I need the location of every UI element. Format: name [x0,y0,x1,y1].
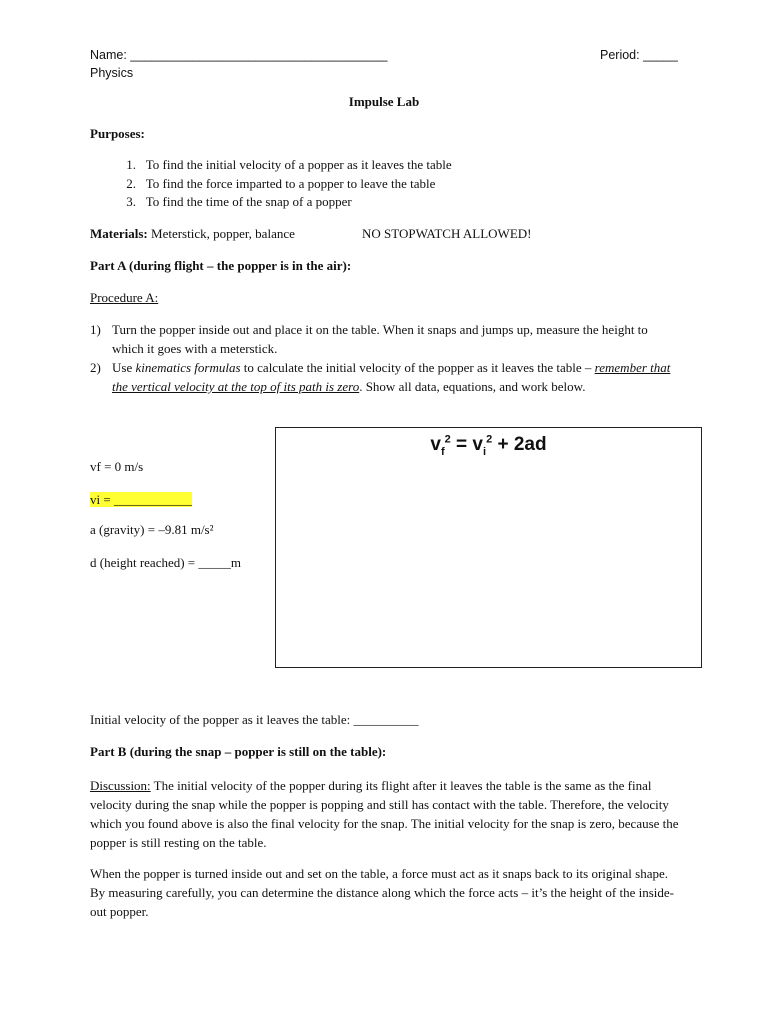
step-text: Use kinematics formulas to calculate the initial velocity of the popper as it leaves the table – remember that the vertical velocity at the top of its path is zero. Show all data, equations, and work below. [112,360,671,394]
step-number: 2) [90,360,101,375]
materials-label: Materials: [90,226,148,241]
final-velocity-value: vf = 0 m/s [90,459,144,474]
height-reached-blank: d (height reached) = _____m [90,555,242,570]
discussion-paragraph: Discussion: The initial velocity of the popper during its flight after it leaves the table is the same as the final velocity during the snap while the popper is popping and still has contact with the table. Therefore, the velocity which you found above is also the final velocity for the snap. The initial velocity for the snap is zero, because the popper is still resting on the table. [90,778,679,850]
page-title: Impulse Lab [348,94,420,109]
procedure-step-2 [90,358,680,396]
purposes-heading: Purposes: [90,126,145,141]
kinematics-equation: $v_f^2 = v_i^2 + 2ad$ [430,433,547,458]
procedure-a-heading: Procedure A: [90,290,159,305]
part-b-heading: Part B (during the snap – popper is still on the table): [90,744,387,759]
force-paragraph: When the popper is turned inside out and set on the table, a force must act as it snaps back to its original shape. By measuring carefully, you can determine the distance along which the force acts – it’s the height of the inside-out popper. [90,866,674,919]
list-item: 2. To find the force imparted to a popper to leave the table [126,175,436,191]
step-text: Turn the popper inside out and place it on the table. When it snaps and jumps up, measure the height to which it goes with a meterstick. [112,322,648,356]
no-stopwatch-note: NO STOPWATCH ALLOWED! [362,226,532,241]
list-item: 1. To find the initial velocity of a popper as it leaves the table [126,157,452,172]
procedure-step-1 [90,320,680,358]
purposes-list [90,156,452,212]
zero-velocity-note: remember that the vertical velocity at the top of its path is zero [112,360,671,394]
period-field-label: Period: _____ [600,48,678,62]
name-field-label: Name: _____________________________________ [90,48,388,62]
materials-line [90,226,295,242]
work-area-box [275,427,702,668]
subject-label: Physics [90,66,134,80]
initial-velocity-blank: vi = ____________ [90,492,192,507]
materials-text: Meterstick, popper, balance [147,226,295,241]
gravity-value: a (gravity) = –9.81 m/s² [90,522,214,537]
initial-velocity-answer-line: Initial velocity of the popper as it leaves the table: __________ [90,712,419,727]
part-a-heading: Part A (during flight – the popper is in the air): [90,258,352,273]
list-item: 3. To find the time of the snap of a popper [126,194,352,209]
discussion-label: Discussion: [90,778,151,793]
step-number: 1) [90,322,101,337]
